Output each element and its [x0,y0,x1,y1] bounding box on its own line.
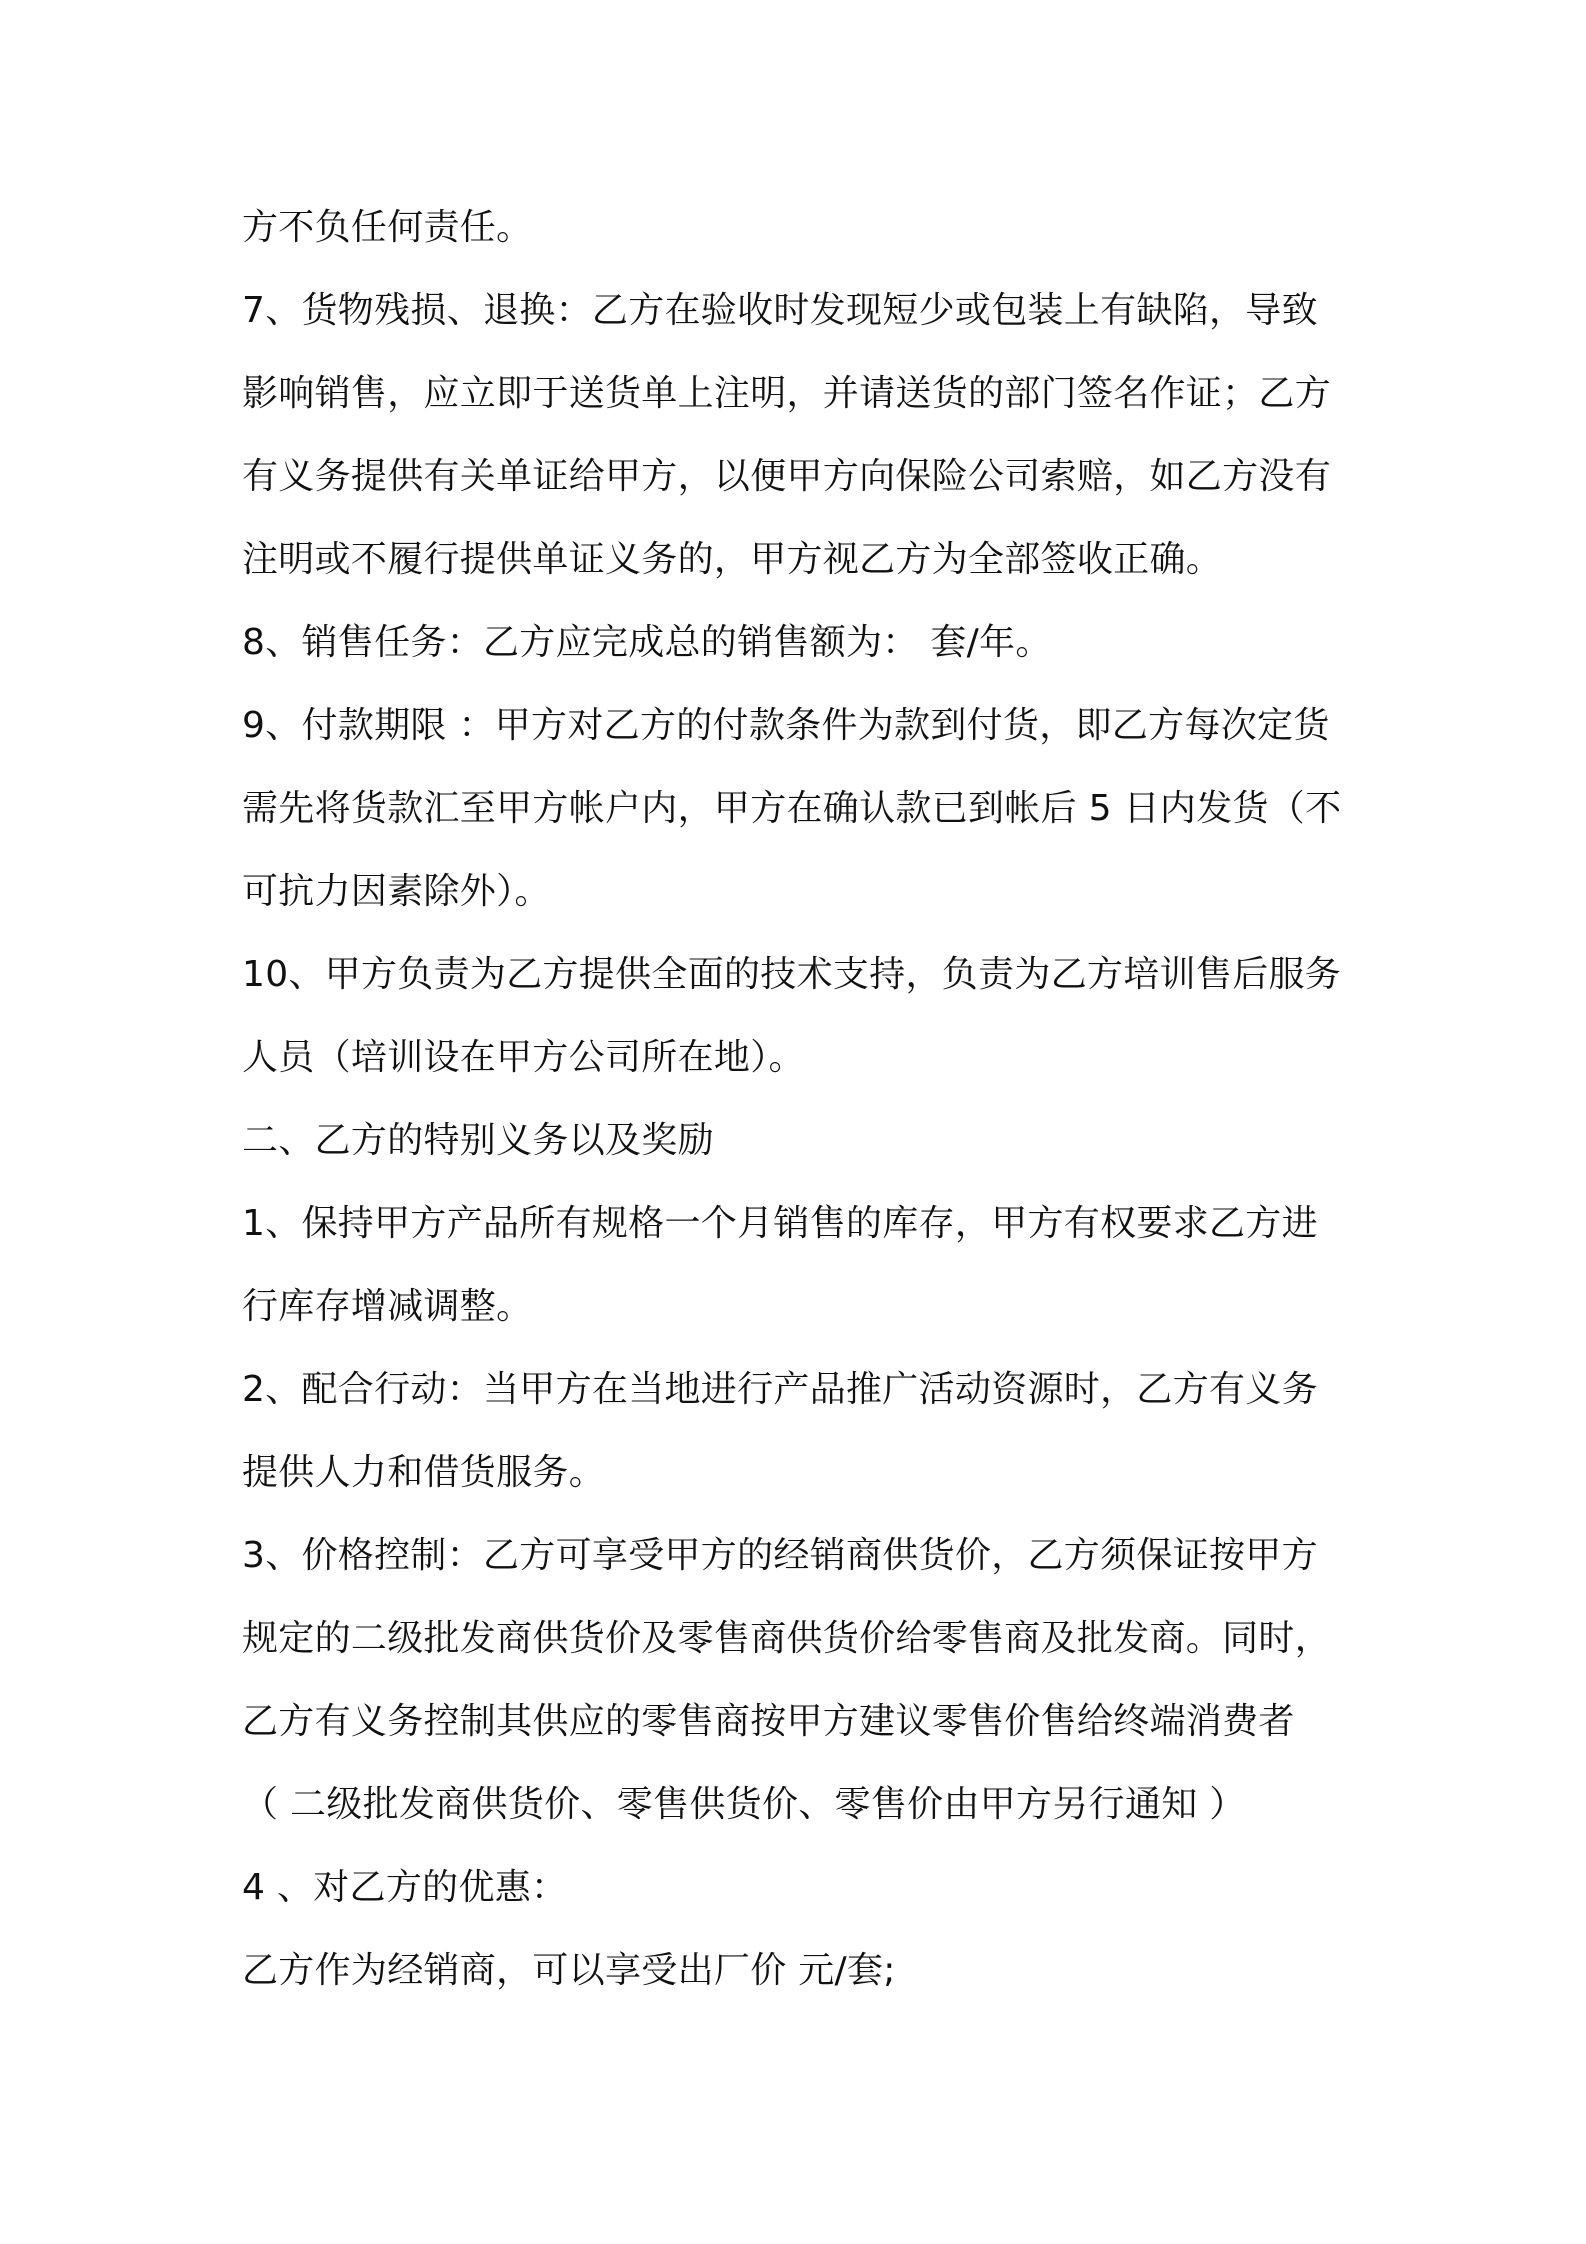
clause-1-line: 1、保持甲方产品所有规格一个月销售的库存，甲方有权要求乙方进 [242,1203,1318,1244]
clause-7-line: 7、货物残损、退换：乙方在验收时发现短少或包装上有缺陷，导致 [242,290,1318,331]
clause-9-line: 9、付款期限 ：甲方对乙方的付款条件为款到付货，即乙方每次定货 [242,705,1330,746]
clause-3-line: 3、价格控制：乙方可享受甲方的经销商供货价，乙方须保证按甲方 [242,1535,1318,1576]
text-line: 提供人力和借货服务。 [242,1452,606,1493]
clause-10-line: 10、甲方负责为乙方提供全面的技术支持，负责为乙方培训售后服务 [242,954,1342,995]
text-line: 需先将货款汇至甲方帐户内，甲方在确认款已到帐后 5 日内发货（不 [242,788,1342,829]
clause-2-line: 2、配合行动：当甲方在当地进行产品推广活动资源时，乙方有义务 [242,1369,1318,1410]
text-line: 可抗力因素除外）。 [242,871,551,912]
text-line: 行库存增减调整。 [242,1286,533,1327]
text-line: 乙方作为经销商，可以享受出厂价 元/套; [242,1950,896,1991]
document-body [242,197,1362,2023]
text-line: 人员（培训设在甲方公司所在地）。 [242,1037,805,1078]
text-line: 方不负任何责任。 [242,207,533,248]
text-line: 规定的二级批发商供货价及零售商供货价给零售商及批发商。同时， [242,1618,1332,1659]
text-line: 乙方有义务控制其供应的零售商按甲方建议零售价售给终端消费者 [242,1701,1295,1742]
clause-4-line: 4 、对乙方的优惠： [242,1867,568,1908]
text-line: 影响销售，应立即于送货单上注明，并请送货的部门签名作证；乙方 [242,373,1332,414]
text-line: （ 二级批发商供货价、零售供货价、零售价由甲方另行通知 ） [242,1784,1246,1825]
section-heading: 二、乙方的特别义务以及奖励 [242,1120,714,1161]
text-line: 注明或不履行提供单证义务的，甲方视乙方为全部签收正确。 [242,539,1223,580]
clause-8-line: 8、销售任务：乙方应完成总的销售额为： 套/年。 [242,622,1052,663]
text-line: 有义务提供有关单证给甲方，以便甲方向保险公司索赔，如乙方没有 [242,456,1332,497]
